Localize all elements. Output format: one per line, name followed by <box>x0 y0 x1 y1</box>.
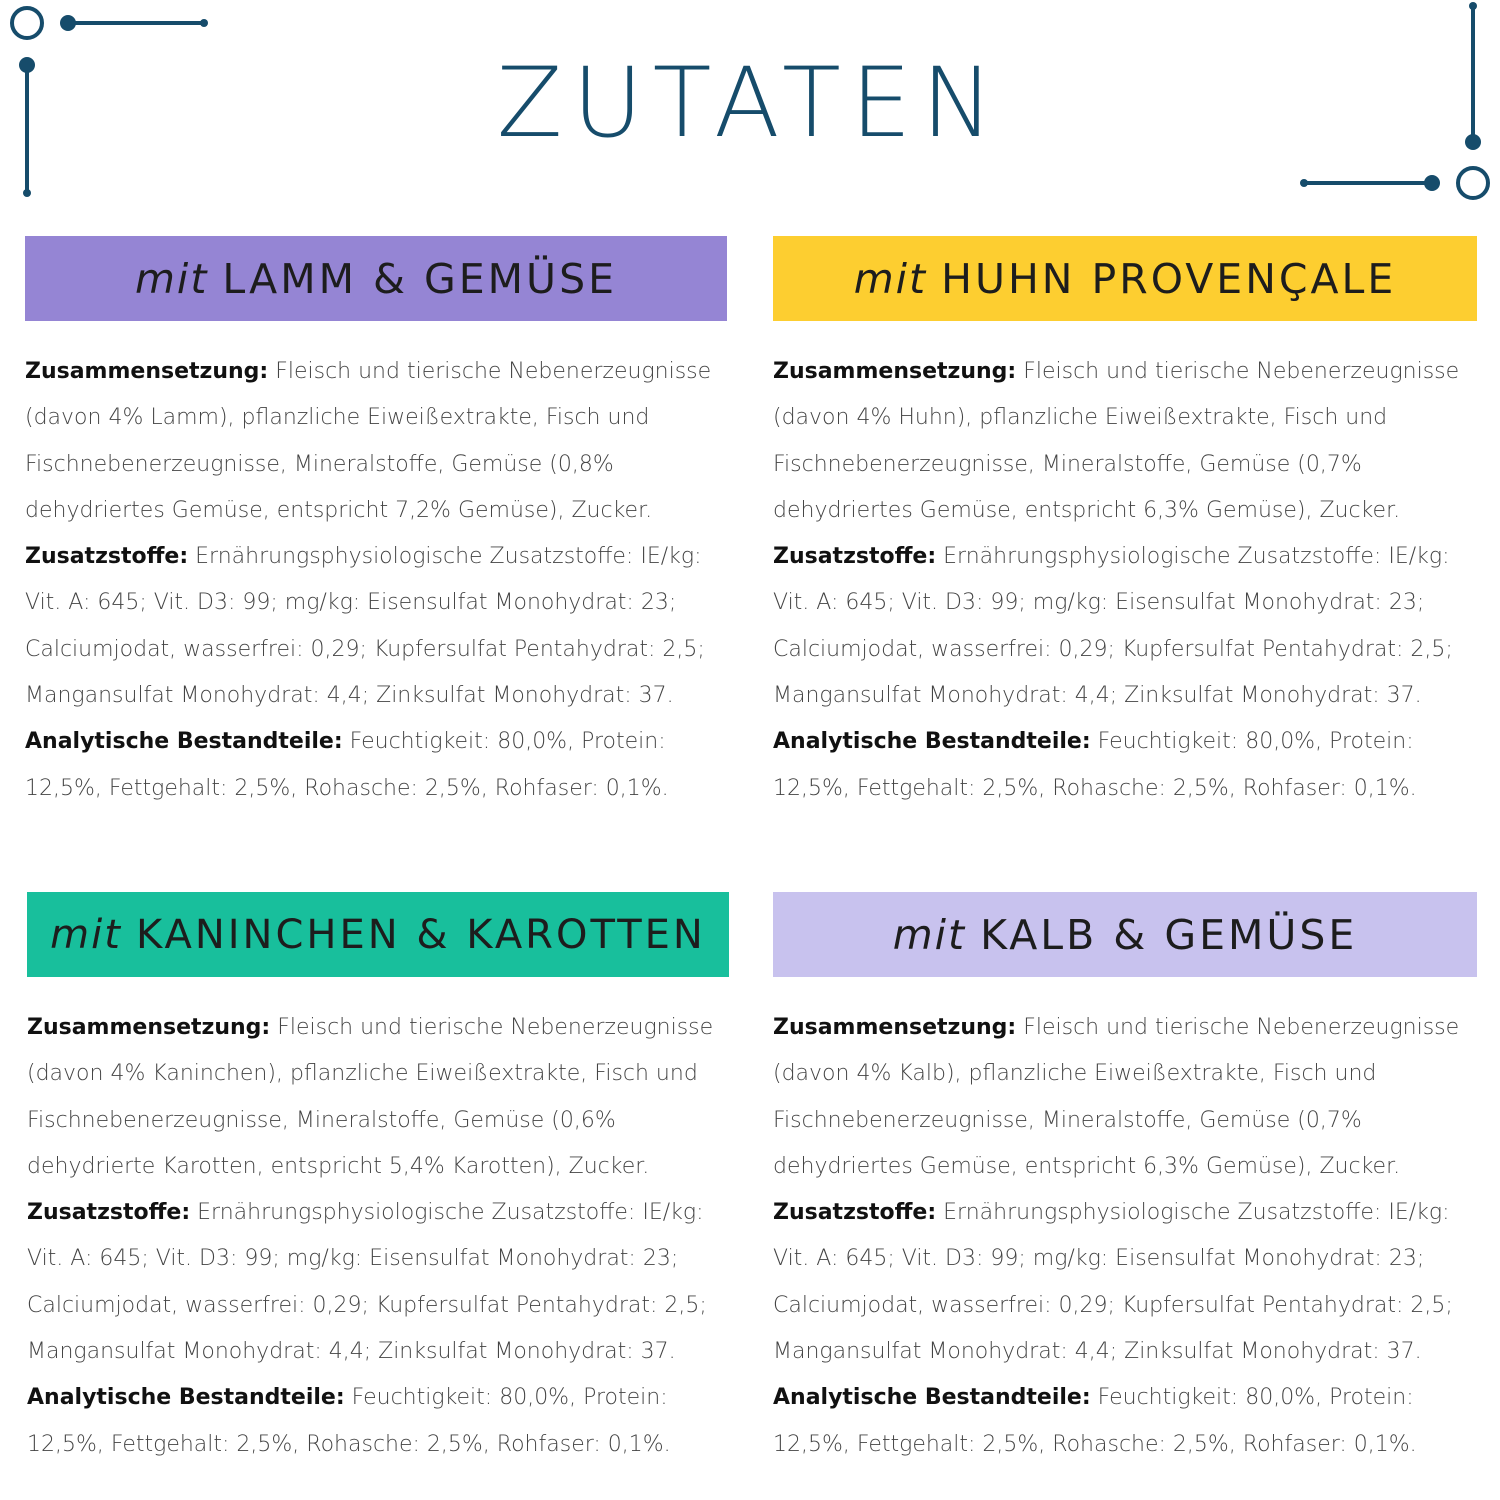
banner-mit: mit <box>853 254 928 303</box>
card-banner <box>773 236 1477 321</box>
text-analytische: Feuchtigkeit: 80,0%, Protein: 12,5%, Fettgehalt: 2,5%, Rohasche: 2,5%, Rohfaser: 0,1%. <box>773 1385 1417 1457</box>
text-analytische: Feuchtigkeit: 80,0%, Protein: 12,5%, Fettgehalt: 2,5%, Rohasche: 2,5%, Rohfaser: 0,1%. <box>27 1385 671 1457</box>
label-analytische: Analytische Bestandteile: <box>773 1385 1091 1411</box>
label-zusammensetzung: Zusammensetzung: <box>27 1015 271 1040</box>
text-zusatzstoffe: Ernährungsphysiologische Zusatzstoffe: IE/kg: Vit. A: 645; Vit. D3: 99; mg/kg: Eisensulfat Monohydrat: 23; Calciumjodat, wasserfrei: 0,29; Kupfersulfat Pentahydrat: 2,5; Mangansulfat Monohydrat: 4,4; Zinksulfat Monohydrat: 37. <box>25 544 705 709</box>
label-analytische: Analytische Bestandteile: <box>27 1385 345 1411</box>
label-zusammensetzung: Zusammensetzung: <box>773 1015 1017 1040</box>
text-analytische: Feuchtigkeit: 80,0%, Protein: 12,5%, Fettgehalt: 2,5%, Rohasche: 2,5%, Rohfaser: 0,1%. <box>25 729 669 801</box>
label-zusammensetzung: Zusammensetzung: <box>25 359 269 384</box>
card-kaninchen <box>27 892 729 1468</box>
text-analytische: Feuchtigkeit: 80,0%, Protein: 12,5%, Fettgehalt: 2,5%, Rohasche: 2,5%, Rohfaser: 0,1%. <box>773 729 1417 801</box>
text-zusammensetzung: Fleisch und tierische Nebenerzeugnisse (davon 4% Huhn), pflanzliche Eiweißextrakte, Fisch und Fischnebenerzeugnisse, Mineralstoffe, Gemüse (0,7% dehydriertes Gemüse, entspricht 6,3% Gemüse), Zucker. <box>773 359 1460 523</box>
card-text <box>25 349 727 812</box>
label-zusammensetzung: Zusammensetzung: <box>773 359 1017 384</box>
card-text <box>773 1005 1477 1468</box>
label-zusatzstoffe: Zusatzstoffe: <box>25 544 189 570</box>
text-zusammensetzung: Fleisch und tierische Nebenerzeugnisse (davon 4% Kaninchen), pflanzliche Eiweißextrakte, Fisch und Fischnebenerzeugnisse, Mineralstoffe, Gemüse (0,6% dehydrierte Karotten, entspricht 5,4% Karotten), Zucker. <box>27 1015 714 1179</box>
card-banner <box>27 892 729 977</box>
banner-name: LAMM & GEMÜSE <box>222 254 617 303</box>
banner-mit: mit <box>134 254 209 303</box>
card-banner <box>773 892 1477 977</box>
card-huhn <box>773 236 1477 812</box>
card-text <box>773 349 1477 812</box>
label-zusatzstoffe: Zusatzstoffe: <box>27 1200 191 1226</box>
text-zusatzstoffe: Ernährungsphysiologische Zusatzstoffe: IE/kg: Vit. A: 645; Vit. D3: 99; mg/kg: Eisensulfat Monohydrat: 23; Calciumjodat, wasserfrei: 0,29; Kupfersulfat Pentahydrat: 2,5; Mangansulfat Monohydrat: 4,4; Zinksulfat Monohydrat: 37. <box>773 544 1453 709</box>
banner-name: KANINCHEN & KAROTTEN <box>135 911 706 958</box>
label-analytische: Analytische Bestandteile: <box>773 729 1091 755</box>
label-zusatzstoffe: Zusatzstoffe: <box>773 544 937 570</box>
text-zusammensetzung: Fleisch und tierische Nebenerzeugnisse (davon 4% Lamm), pflanzliche Eiweißextrakte, Fisch und Fischnebenerzeugnisse, Mineralstoffe, Gemüse (0,8% dehydriertes Gemüse, entspricht 7,2% Gemüse), Zucker. <box>25 359 712 523</box>
label-zusatzstoffe: Zusatzstoffe: <box>773 1200 937 1226</box>
card-lamm <box>25 236 727 812</box>
banner-mit: mit <box>50 911 122 958</box>
page-title: ZUTATEN <box>496 47 1004 159</box>
banner-mit: mit <box>892 910 967 959</box>
text-zusatzstoffe: Ernährungsphysiologische Zusatzstoffe: IE/kg: Vit. A: 645; Vit. D3: 99; mg/kg: Eisensulfat Monohydrat: 23; Calciumjodat, wasserfrei: 0,29; Kupfersulfat Pentahydrat: 2,5; Mangansulfat Monohydrat: 4,4; Zinksulfat Monohydrat: 37. <box>27 1200 707 1365</box>
card-kalb <box>773 892 1477 1468</box>
banner-name: KALB & GEMÜSE <box>980 910 1358 959</box>
banner-name: HUHN PROVENÇALE <box>941 254 1397 303</box>
text-zusatzstoffe: Ernährungsphysiologische Zusatzstoffe: IE/kg: Vit. A: 645; Vit. D3: 99; mg/kg: Eisensulfat Monohydrat: 23; Calciumjodat, wasserfrei: 0,29; Kupfersulfat Pentahydrat: 2,5; Mangansulfat Monohydrat: 4,4; Zinksulfat Monohydrat: 37. <box>773 1200 1453 1365</box>
card-text <box>27 1005 729 1468</box>
label-analytische: Analytische Bestandteile: <box>25 729 343 755</box>
text-zusammensetzung: Fleisch und tierische Nebenerzeugnisse (davon 4% Kalb), pflanzliche Eiweißextrakte, Fisch und Fischnebenerzeugnisse, Mineralstoffe, Gemüse (0,7% dehydriertes Gemüse, entspricht 6,3% Gemüse), Zucker. <box>773 1015 1460 1179</box>
card-banner <box>25 236 727 321</box>
